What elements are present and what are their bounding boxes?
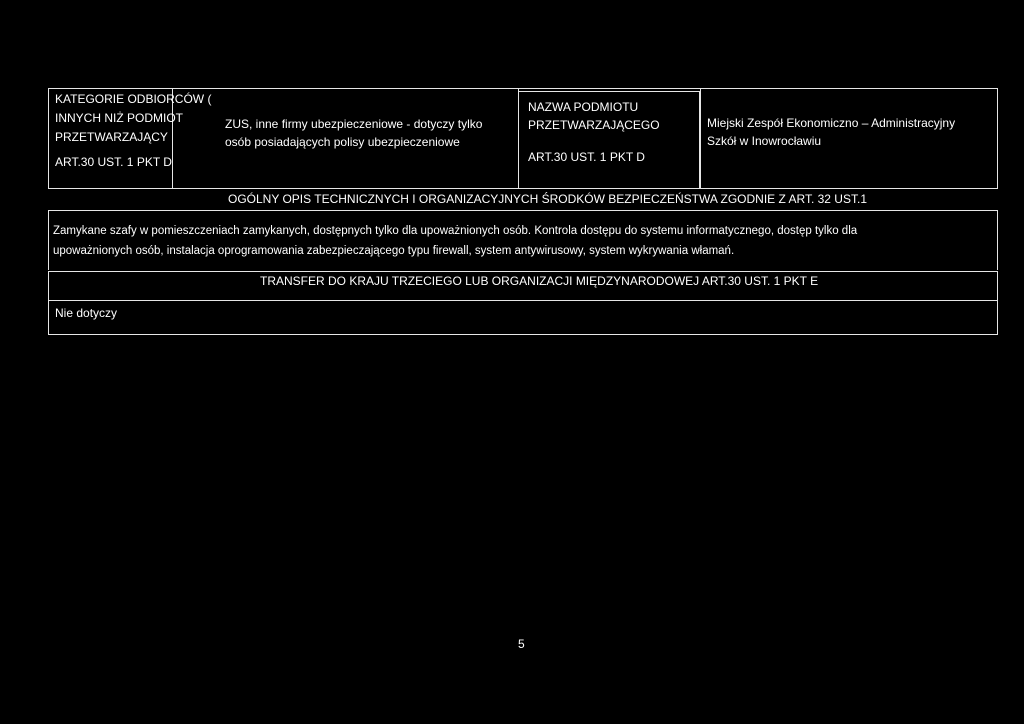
recipients-category-line-1: KATEGORIE ODBIORCÓW ( [55, 92, 212, 106]
page-number: 5 [518, 637, 525, 651]
transfer-heading: TRANSFER DO KRAJU TRZECIEGO LUB ORGANIZACJI MIĘDZYNARODOWEJ ART.30 UST. 1 PKT E [260, 274, 819, 288]
transfer-value: Nie dotyczy [55, 306, 118, 320]
top-table-divider-3 [700, 88, 701, 189]
recipients-category-line-2: INNYCH NIŻ PODMIOT [55, 111, 183, 125]
recipients-category-line-3: PRZETWARZAJĄCY [55, 130, 168, 144]
recipients-category-article: ART.30 UST. 1 PKT D [55, 155, 172, 169]
processor-name-value [707, 114, 955, 150]
security-text-line-1: Zamykane szafy w pomieszczeniach zamykanych, dostępnych tylko dla upoważnionych osób. Kontrola dostępu do systemu informatycznego, dostęp tylko dla [53, 225, 858, 237]
processor-value-line-1: Miejski Zespół Ekonomiczno – Administracyjny [707, 116, 956, 130]
processor-name-line-2: PRZETWARZAJĄCEGO [528, 118, 660, 132]
recipients-value-line-2: osób posiadających polisy ubezpieczeniowe [225, 135, 460, 149]
recipients-value-line-1: ZUS, inne firmy ubezpieczeniowe - dotyczy tylko [225, 117, 483, 131]
security-text [53, 221, 857, 261]
recipients-value [225, 115, 482, 151]
processor-name-label [528, 98, 660, 134]
processor-value-line-2: Szkół w Inowrocławiu [707, 134, 822, 148]
recipients-category-label [55, 90, 211, 147]
processor-name-article: ART.30 UST. 1 PKT D [528, 150, 645, 164]
security-text-line-2: upoważnionych osób, instalacja oprogramowania zabezpieczającego typu firewall, system antywirusowy, system wykrywania włamań. [53, 245, 735, 257]
processor-name-line-1: NAZWA PODMIOTU [528, 100, 639, 114]
security-heading: OGÓLNY OPIS TECHNICZNYCH I ORGANIZACYJNYCH ŚRODKÓW BEZPIECZEŃSTWA ZGODNIE Z ART. 32 UST.1 [228, 192, 867, 206]
transfer-frame [48, 271, 998, 335]
transfer-divider [48, 300, 998, 301]
